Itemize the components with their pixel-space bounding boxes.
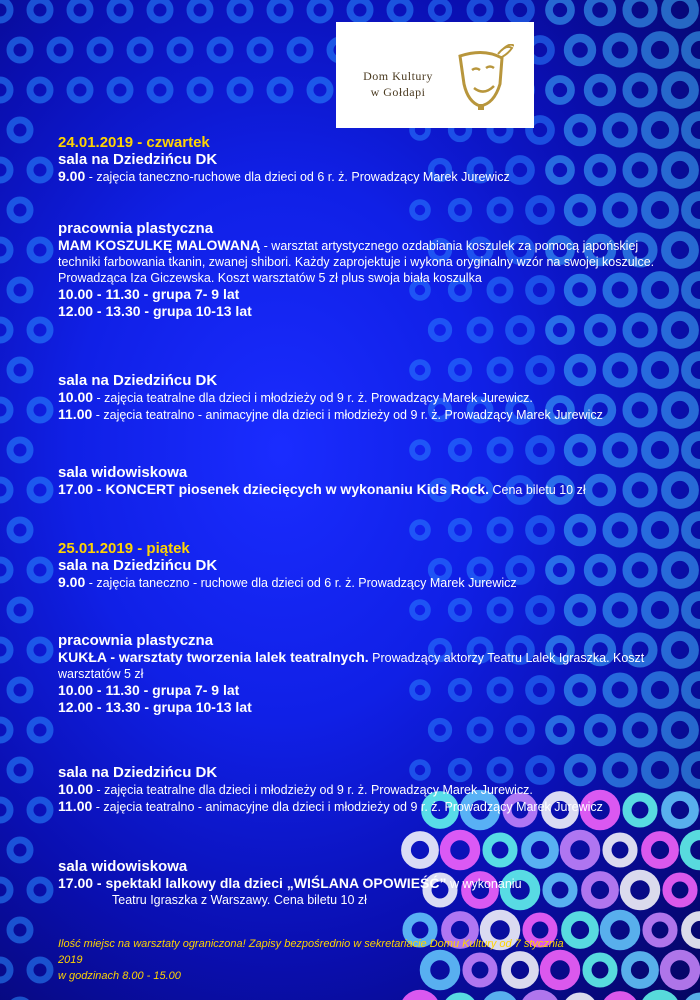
disco-dot (230, 80, 250, 100)
disco-dot (10, 280, 30, 300)
day2-show-title: 17.00 - spektakl lalkowy dla dzieci „WIŚLANA OPOWIEŚĆ” (58, 875, 447, 891)
disco-dot (30, 400, 50, 420)
disco-dot (0, 720, 10, 740)
day2-theatre2-text: - zajęcia teatralno - animacyjne dla dzieci i młodzieży od 9 r. ż. Prowadzący Marek Jurewicz (92, 800, 603, 814)
disco-dot (30, 800, 50, 820)
disco-dot (0, 880, 10, 900)
disco-dot (210, 40, 230, 60)
disco-dot (30, 560, 50, 580)
disco-dot (290, 40, 310, 60)
logo-text (348, 68, 448, 100)
disco-dot (588, 78, 612, 102)
disco-dot (686, 356, 700, 384)
disco-dot (431, 1, 449, 19)
day2-date: 25.01.2019 - piątek (58, 540, 190, 557)
day1-date: 24.01.2019 - czwartek (58, 134, 210, 151)
day1-header (58, 134, 678, 185)
disco-dot (470, 0, 490, 20)
disco-dot (0, 800, 10, 820)
disco-dot (588, 0, 612, 22)
disco-dot (270, 0, 290, 20)
disco-dot (686, 116, 700, 144)
day1-concert-line (58, 481, 678, 498)
disco-dot (686, 196, 700, 224)
disco-dot (10, 840, 30, 860)
day1-workshop-title: MAM KOSZULKĘ MALOWANĄ (58, 237, 261, 253)
disco-dot (451, 201, 469, 219)
disco-dot (30, 720, 50, 740)
day1-workshop (58, 220, 678, 320)
disco-dot (529, 439, 551, 461)
disco-dot (686, 36, 700, 64)
disco-dot (0, 80, 10, 100)
disco-dot (490, 440, 510, 460)
disco-dot (10, 120, 30, 140)
day2-show-rest: w wykonaniu (446, 877, 522, 891)
disco-dot (549, 719, 571, 741)
day2-show-line (58, 875, 678, 892)
disco-dot (509, 0, 531, 21)
disco-dot (686, 436, 700, 464)
disco-dot (10, 40, 30, 60)
disco-dot (0, 400, 10, 420)
disco-dot (529, 199, 551, 221)
disco-dot (451, 521, 469, 539)
disco-dot (0, 480, 10, 500)
logo-line1: Dom Kultury (363, 69, 433, 83)
day2-theatre1 (58, 781, 678, 798)
disco-dot (30, 80, 50, 100)
day2-workshop-desc (58, 649, 668, 682)
disco-dot (666, 316, 694, 344)
disco-dot (0, 960, 10, 980)
theatre-mask-icon (454, 44, 514, 112)
day2-theatre1-text: - zajęcia teatralne dla dzieci i młodzieży od 9 r. ż. Prowadzący Marek Jurewicz. (93, 783, 533, 797)
disco-dot (646, 36, 674, 64)
disco-dot (10, 920, 30, 940)
day1-venue4: sala widowiskowa (58, 464, 188, 481)
disco-dot (70, 0, 90, 20)
disco-dot (666, 716, 694, 744)
logo (336, 22, 534, 128)
disco-dot (647, 917, 673, 943)
disco-dot (250, 40, 270, 60)
footer-line1: Ilość miejsc na warsztaty ograniczona! Zapisy bezpośrednio w sekretariacie Domu Kultury od 7 stycznia 2019 (58, 938, 564, 966)
disco-dot (451, 441, 469, 459)
disco-dot (686, 916, 700, 944)
disco-dot (90, 40, 110, 60)
disco-dot (110, 0, 130, 20)
day1-theatre1-time: 10.00 (58, 389, 94, 405)
day2-header (58, 540, 678, 591)
disco-dot (390, 0, 410, 20)
disco-dot (310, 80, 330, 100)
disco-dot (486, 996, 514, 1000)
disco-dot (0, 320, 10, 340)
disco-dot (412, 602, 428, 618)
day2-workshop-text: Prowadzący aktorzy Teatru Lalek Igraszka. Koszt warsztatów 5 zł (58, 651, 645, 681)
disco-dot (509, 719, 531, 741)
disco-dot (686, 276, 700, 304)
disco-dot (509, 319, 531, 341)
disco-dot (110, 80, 130, 100)
day2-theatre1-time: 10.00 (58, 781, 94, 797)
disco-dot (0, 640, 10, 660)
disco-dot (627, 717, 653, 743)
disco-dot (627, 0, 653, 23)
disco-dot (451, 601, 469, 619)
day2-event1-text: - zajęcia taneczno - ruchowe dla dzieci od 6 r. ż. Prowadzący Marek Jurewicz (85, 576, 517, 590)
disco-dot (549, 0, 571, 21)
disco-dot (0, 160, 10, 180)
disco-dot (70, 80, 90, 100)
disco-dot (666, 76, 694, 104)
disco-dot (686, 596, 700, 624)
day2-event1-time: 9.00 (58, 574, 86, 590)
day1-theatre2 (58, 406, 678, 423)
disco-dot (529, 519, 551, 541)
disco-dot (645, 995, 675, 1000)
day1-event1 (58, 168, 678, 185)
disco-dot (10, 680, 30, 700)
day2-workshop (58, 632, 678, 716)
day2-venue3: sala na Dziedzińcu DK (58, 764, 218, 781)
disco-dot (587, 957, 613, 983)
day2-event1 (58, 574, 678, 591)
disco-dot (10, 520, 30, 540)
disco-dot (490, 520, 510, 540)
disco-dot (490, 600, 510, 620)
disco-dot (549, 319, 571, 341)
disco-dot (150, 80, 170, 100)
disco-dot (686, 516, 700, 544)
disco-dot (626, 956, 654, 984)
disco-dot (686, 676, 700, 704)
disco-dot (10, 760, 30, 780)
day2-theatre2 (58, 798, 678, 815)
day1-theatre1 (58, 389, 678, 406)
day2-slot1: 10.00 - 11.30 - grupa 7- 9 lat (58, 682, 240, 698)
disco-dot (310, 0, 330, 20)
day2-show (58, 858, 678, 908)
disco-dot (405, 995, 435, 1000)
day1-concert-price: Cena biletu 10 zł (489, 483, 586, 497)
disco-dot (606, 996, 634, 1000)
day2-theatre2-time: 11.00 (58, 798, 93, 814)
day1-event1-text: - zajęcia taneczno-ruchowe dla dzieci od 6 r. ż. Prowadzący Marek Jurewicz (85, 170, 510, 184)
day1-theatre2-text: - zajęcia teatralno - animacyjne dla dzieci i młodzieży od 9 r. ż. Prowadzący Marek Jurewicz (92, 408, 603, 422)
disco-dot (350, 0, 370, 20)
day1-venue2: pracownia plastyczna (58, 220, 214, 237)
day2-venue2: pracownia plastyczna (58, 632, 214, 649)
day1-theatre1-text: - zajęcia teatralne dla dzieci i młodzieży od 9 r. ż. Prowadzący Marek Jurewicz. (93, 391, 533, 405)
disco-dot (50, 40, 70, 60)
disco-dot (666, 0, 694, 24)
disco-dot (10, 360, 30, 380)
disco-dot (0, 560, 10, 580)
disco-dot (607, 597, 633, 623)
disco-dot (30, 0, 50, 20)
disco-dot (190, 0, 210, 20)
disco-dot (270, 80, 290, 100)
disco-dot (470, 320, 490, 340)
disco-dot (130, 40, 150, 60)
disco-dot (627, 317, 653, 343)
day1-workshop-text: - warsztat artystycznego ozdabiania koszulek za pomocą japońskiej techniki farbowania tkanin, zwanej shibori. Każdy zaprojektuje i wykona oryginalny wzór na swojej koszulce. Prowadząca Iza Giczewska. Koszt warsztatów 5 zł plus swoja biała koszulka (58, 239, 655, 285)
disco-dot (412, 442, 428, 458)
disco-dot (549, 79, 571, 101)
disco-dot (30, 640, 50, 660)
disco-dot (30, 160, 50, 180)
disco-dot (607, 37, 633, 63)
disco-dot (588, 318, 612, 342)
day1-theatre (58, 372, 678, 423)
disco-dot (431, 721, 449, 739)
day1-theatre2-time: 11.00 (58, 406, 93, 422)
day1-event1-time: 9.00 (58, 168, 86, 184)
disco-dot (605, 915, 635, 945)
disco-dot (627, 77, 653, 103)
disco-dot (529, 599, 551, 621)
disco-dot (525, 995, 555, 1000)
day1-slot1: 10.00 - 11.30 - grupa 7- 9 lat (58, 286, 240, 302)
day2-venue4: sala widowiskowa (58, 858, 188, 875)
disco-dot (0, 0, 10, 20)
footer-line2: w godzinach 8.00 - 15.00 (58, 970, 181, 982)
disco-dot (10, 600, 30, 620)
disco-dot (10, 440, 30, 460)
disco-dot (588, 718, 612, 742)
day2-venue1: sala na Dziedzińcu DK (58, 557, 218, 574)
day2-workshop-title: KUKŁA - warsztaty tworzenia lalek teatralnych. (58, 649, 369, 665)
day1-workshop-desc (58, 237, 668, 286)
disco-dot (568, 198, 592, 222)
disco-dot (170, 40, 190, 60)
disco-dot (190, 80, 210, 100)
logo-line2: w Gołdapi (370, 85, 426, 99)
day2-theatre (58, 764, 678, 815)
disco-dot (646, 596, 674, 624)
disco-dot (30, 880, 50, 900)
day1-venue1: sala na Dziedzińcu DK (58, 151, 218, 168)
disco-dot (685, 835, 700, 865)
day1-venue3: sala na Dziedzińcu DK (58, 372, 218, 389)
disco-dot (30, 960, 50, 980)
day1-concert (58, 464, 678, 498)
disco-dot (431, 321, 449, 339)
day2-slot2: 12.00 - 13.30 - grupa 10-13 lat (58, 699, 252, 715)
disco-dot (568, 598, 592, 622)
disco-dot (646, 436, 674, 464)
disco-dot (490, 200, 510, 220)
day2-show-line2: Teatru Igraszka z Warszawy. Cena biletu 10 zł (112, 893, 367, 907)
disco-dot (665, 955, 695, 985)
disco-dot (0, 240, 10, 260)
disco-dot (412, 522, 428, 538)
disco-dot (10, 200, 30, 220)
disco-dot (150, 0, 170, 20)
disco-dot (30, 320, 50, 340)
disco-dot (568, 38, 592, 62)
disco-dot (607, 437, 633, 463)
disco-dot (568, 518, 592, 542)
day1-slot2: 12.00 - 13.30 - grupa 10-13 lat (58, 303, 252, 319)
disco-dot (470, 720, 490, 740)
disco-dot (230, 0, 250, 20)
footer-note (58, 936, 578, 984)
disco-dot (686, 756, 700, 784)
disco-dot (30, 480, 50, 500)
day1-concert-title: 17.00 - KONCERT piosenek dziecięcych w wykonaniu Kids Rock. (58, 481, 490, 497)
disco-dot (568, 438, 592, 462)
disco-dot (30, 240, 50, 260)
disco-dot (412, 202, 428, 218)
